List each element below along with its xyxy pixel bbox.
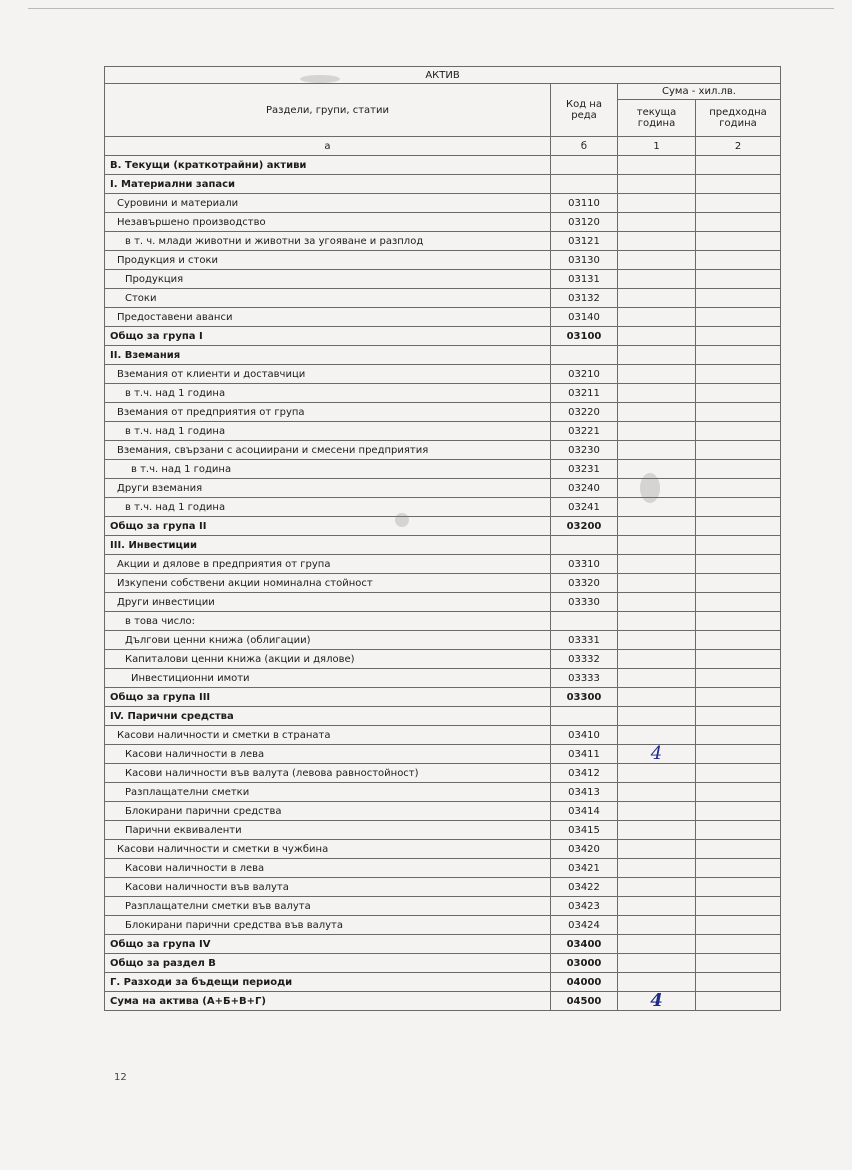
paper-smudge [640,473,660,503]
current-year-cell[interactable] [618,194,696,213]
row-label: Общо за раздел В [105,954,551,973]
table-row [105,308,781,327]
row-label: Капиталови ценни книжа (акции и дялове) [105,650,551,669]
table-row [105,612,781,631]
current-year-cell[interactable] [618,612,696,631]
table-row [105,479,781,498]
table-row [105,517,781,536]
table-row [105,745,781,764]
previous-year-cell[interactable] [696,726,781,745]
row-label: Акции и дялове в предприятия от група [105,555,551,574]
current-year-cell[interactable] [618,403,696,422]
table-row [105,441,781,460]
row-label: Вземания от предприятия от група [105,403,551,422]
table-row [105,460,781,479]
row-code: 03411 [551,745,618,764]
row-label: Касови наличности във валута [105,878,551,897]
current-year-cell[interactable] [618,745,696,764]
current-year-cell[interactable] [618,232,696,251]
previous-year-cell[interactable] [696,479,781,498]
row-code: 03422 [551,878,618,897]
row-label: I. Материални запаси [105,175,551,194]
row-label: Касови наличности в лева [105,745,551,764]
table-row [105,631,781,650]
row-label: в т.ч. над 1 година [105,460,551,479]
row-label: Изкупени собствени акции номинална стойност [105,574,551,593]
current-year-cell[interactable] [618,954,696,973]
column-header-sum: Сума - хил.лв. [618,84,781,100]
row-label: II. Вземания [105,346,551,365]
table-row [105,897,781,916]
current-year-cell[interactable] [618,669,696,688]
previous-year-cell[interactable] [696,707,781,726]
previous-year-cell[interactable] [696,783,781,802]
row-code: 03200 [551,517,618,536]
row-code [551,175,618,194]
paper-smudge [395,513,409,527]
row-label: в т.ч. над 1 година [105,422,551,441]
current-year-cell[interactable] [618,289,696,308]
current-year-cell[interactable] [618,365,696,384]
row-code: 03221 [551,422,618,441]
previous-year-cell[interactable] [696,555,781,574]
row-code: 03220 [551,403,618,422]
previous-year-cell[interactable] [696,213,781,232]
previous-year-cell[interactable] [696,289,781,308]
current-year-cell[interactable] [618,707,696,726]
previous-year-cell[interactable] [696,327,781,346]
table-row [105,403,781,422]
table-row [105,194,781,213]
previous-year-cell[interactable] [696,517,781,536]
table-row [105,156,781,175]
table-row [105,973,781,992]
previous-year-cell[interactable] [696,308,781,327]
row-label: Общо за група IV [105,935,551,954]
row-code: 03131 [551,270,618,289]
row-label: Предоставени аванси [105,308,551,327]
row-label: Касови наличности в лева [105,859,551,878]
row-code: 03330 [551,593,618,612]
row-code [551,156,618,175]
current-year-value: 4 [650,744,663,764]
current-year-cell[interactable] [618,327,696,346]
row-label: в т.ч. над 1 година [105,384,551,403]
row-code: 03421 [551,859,618,878]
row-code: 03230 [551,441,618,460]
table-row [105,327,781,346]
previous-year-cell[interactable] [696,251,781,270]
previous-year-cell[interactable] [696,764,781,783]
current-year-cell[interactable] [618,175,696,194]
previous-year-cell[interactable] [696,897,781,916]
previous-year-cell[interactable] [696,403,781,422]
table-row [105,688,781,707]
current-year-cell[interactable] [618,346,696,365]
previous-year-cell[interactable] [696,954,781,973]
current-year-cell[interactable] [618,517,696,536]
previous-year-cell[interactable] [696,973,781,992]
column-header-sections: Раздели, групи, статии [105,84,551,137]
row-code: 03320 [551,574,618,593]
current-year-cell[interactable] [618,270,696,289]
previous-year-cell[interactable] [696,840,781,859]
table-row [105,878,781,897]
previous-year-cell[interactable] [696,992,781,1011]
table-row [105,764,781,783]
previous-year-cell[interactable] [696,194,781,213]
previous-year-cell[interactable] [696,821,781,840]
current-year-cell[interactable] [618,498,696,517]
row-label: Други инвестиции [105,593,551,612]
current-year-cell[interactable] [618,631,696,650]
row-label: Касови наличности и сметки в чужбина [105,840,551,859]
table-row [105,992,781,1011]
current-year-cell[interactable] [618,897,696,916]
row-code: 03300 [551,688,618,707]
row-label: Блокирани парични средства във валута [105,916,551,935]
row-code: 03420 [551,840,618,859]
current-year-cell[interactable] [618,973,696,992]
current-year-cell[interactable] [618,650,696,669]
current-year-cell[interactable] [618,992,696,1011]
paper-smudge [300,75,340,83]
previous-year-cell[interactable] [696,745,781,764]
table-row [105,840,781,859]
current-year-cell[interactable] [618,802,696,821]
table-row [105,270,781,289]
page-number: 12 [114,1072,127,1083]
row-label: Продукция [105,270,551,289]
row-label: Вземания от клиенти и доставчици [105,365,551,384]
table-row [105,365,781,384]
row-code: 03211 [551,384,618,403]
current-year-cell[interactable] [618,859,696,878]
row-label: IV. Парични средства [105,707,551,726]
previous-year-cell[interactable] [696,460,781,479]
previous-year-cell[interactable] [696,878,781,897]
row-code: 03331 [551,631,618,650]
column-letter-b: б [551,137,618,156]
current-year-cell[interactable] [618,878,696,897]
previous-year-cell[interactable] [696,802,781,821]
previous-year-cell[interactable] [696,536,781,555]
row-code: 03412 [551,764,618,783]
row-label: Г. Разходи за бъдещи периоди [105,973,551,992]
previous-year-cell[interactable] [696,593,781,612]
table-row [105,232,781,251]
table-row [105,821,781,840]
previous-year-cell[interactable] [696,365,781,384]
previous-year-cell[interactable] [696,859,781,878]
table-row [105,707,781,726]
row-code: 03121 [551,232,618,251]
row-code: 03231 [551,460,618,479]
previous-year-cell[interactable] [696,422,781,441]
row-label: Общо за група I [105,327,551,346]
table-row [105,251,781,270]
row-code: 03241 [551,498,618,517]
row-label: Незавършено производство [105,213,551,232]
table-row [105,726,781,745]
previous-year-cell[interactable] [696,650,781,669]
row-label: Парични еквиваленти [105,821,551,840]
previous-year-cell[interactable] [696,612,781,631]
table-row [105,175,781,194]
table-row [105,555,781,574]
current-year-cell[interactable] [618,726,696,745]
current-year-cell[interactable] [618,821,696,840]
row-code: 03414 [551,802,618,821]
row-code: 03132 [551,289,618,308]
current-year-cell[interactable] [618,935,696,954]
row-code: 03415 [551,821,618,840]
row-label: Касови наличности и сметки в страната [105,726,551,745]
column-header-previous-year: предходна година [696,99,781,136]
table-row [105,498,781,517]
table-row [105,916,781,935]
column-number-2: 2 [696,137,781,156]
row-label: Блокирани парични средства [105,802,551,821]
row-label: Стоки [105,289,551,308]
row-code: 03100 [551,327,618,346]
previous-year-cell[interactable] [696,441,781,460]
table-row [105,346,781,365]
row-code [551,707,618,726]
previous-year-cell[interactable] [696,669,781,688]
current-year-cell[interactable] [618,764,696,783]
table-row [105,384,781,403]
current-year-cell[interactable] [618,593,696,612]
table-row [105,954,781,973]
row-code: 04500 [551,992,618,1011]
current-year-cell[interactable] [618,916,696,935]
previous-year-cell[interactable] [696,270,781,289]
row-code [551,536,618,555]
table-row [105,859,781,878]
row-label: Суровини и материали [105,194,551,213]
previous-year-cell[interactable] [696,935,781,954]
row-label: Продукция и стоки [105,251,551,270]
row-label: Вземания, свързани с асоциирани и смесени предприятия [105,441,551,460]
table-row [105,574,781,593]
row-code: 03424 [551,916,618,935]
current-year-cell[interactable] [618,422,696,441]
row-label: в т. ч. млади животни и животни за угояване и разплод [105,232,551,251]
current-year-value: 4 [650,991,663,1011]
page-top-edge [28,8,834,9]
previous-year-cell[interactable] [696,688,781,707]
current-year-cell[interactable] [618,783,696,802]
column-number-1: 1 [618,137,696,156]
row-label: в т.ч. над 1 година [105,498,551,517]
current-year-cell[interactable] [618,213,696,232]
current-year-cell[interactable] [618,840,696,859]
row-code: 03333 [551,669,618,688]
row-label: III. Инвестиции [105,536,551,555]
current-year-cell[interactable] [618,384,696,403]
row-code: 03110 [551,194,618,213]
row-code: 03240 [551,479,618,498]
row-label: Инвестиционни имоти [105,669,551,688]
table-row [105,650,781,669]
row-code: 03310 [551,555,618,574]
row-code: 03400 [551,935,618,954]
previous-year-cell[interactable] [696,156,781,175]
table-title: АКТИВ [105,67,781,84]
row-label: Дългови ценни книжа (облигации) [105,631,551,650]
row-code: 03000 [551,954,618,973]
table-row [105,935,781,954]
previous-year-cell[interactable] [696,232,781,251]
row-code: 04000 [551,973,618,992]
previous-year-cell[interactable] [696,631,781,650]
table-row [105,593,781,612]
table-row [105,422,781,441]
row-code [551,346,618,365]
row-code: 03413 [551,783,618,802]
column-header-current-year: текуща година [618,99,696,136]
table-row [105,802,781,821]
row-code: 03140 [551,308,618,327]
table-row [105,669,781,688]
row-code: 03130 [551,251,618,270]
previous-year-cell[interactable] [696,175,781,194]
current-year-cell[interactable] [618,574,696,593]
previous-year-cell[interactable] [696,346,781,365]
table-row [105,289,781,308]
row-code [551,612,618,631]
current-year-cell[interactable] [618,156,696,175]
row-label: Разплащателни сметки във валута [105,897,551,916]
current-year-cell[interactable] [618,555,696,574]
row-label: Разплащателни сметки [105,783,551,802]
current-year-cell[interactable] [618,536,696,555]
previous-year-cell[interactable] [696,384,781,403]
row-label: В. Текущи (краткотрайни) активи [105,156,551,175]
row-code: 03210 [551,365,618,384]
row-label: Други вземания [105,479,551,498]
row-code: 03410 [551,726,618,745]
previous-year-cell[interactable] [696,916,781,935]
row-code: 03332 [551,650,618,669]
current-year-cell[interactable] [618,441,696,460]
table-row [105,783,781,802]
table-row [105,213,781,232]
row-label: Общо за група II [105,517,551,536]
current-year-cell[interactable] [618,688,696,707]
row-label: в това число: [105,612,551,631]
previous-year-cell[interactable] [696,498,781,517]
row-label: Общо за група III [105,688,551,707]
row-label: Сума на актива (А+Б+В+Г) [105,992,551,1011]
column-letter-a: а [105,137,551,156]
row-code: 03120 [551,213,618,232]
row-code: 03423 [551,897,618,916]
balance-sheet-assets-table [104,66,781,1011]
current-year-cell[interactable] [618,251,696,270]
current-year-cell[interactable] [618,308,696,327]
table-row [105,536,781,555]
previous-year-cell[interactable] [696,574,781,593]
row-label: Касови наличности във валута (левова равностойност) [105,764,551,783]
column-header-code: Код на реда [551,84,618,137]
